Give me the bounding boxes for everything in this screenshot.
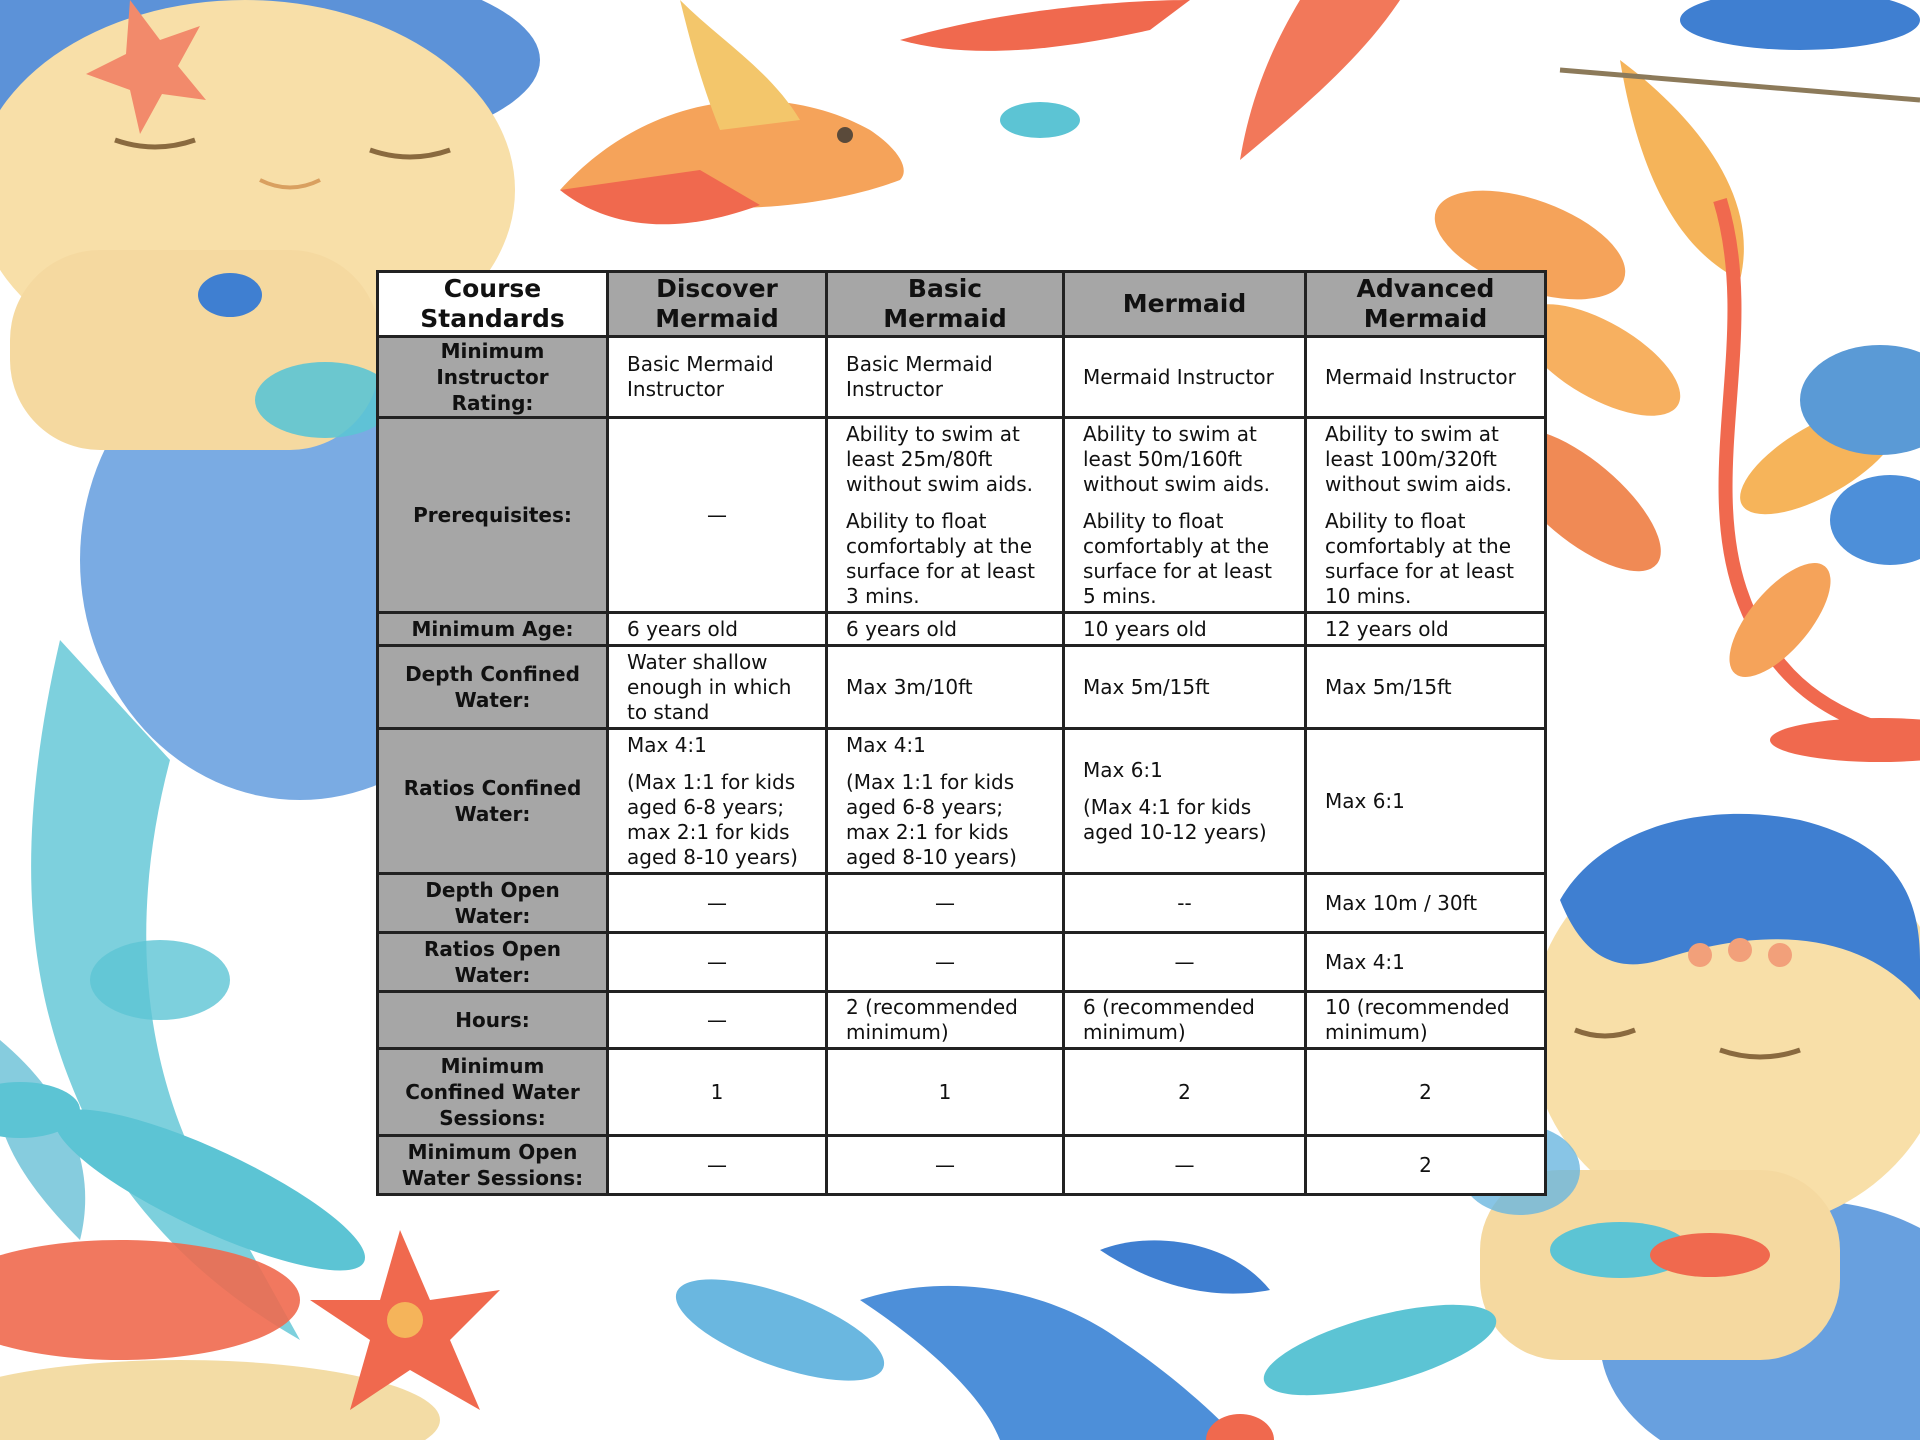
- table-row: [378, 1136, 1546, 1195]
- table-cell: [827, 337, 1064, 418]
- table-row: [378, 1049, 1546, 1136]
- table-cell: [827, 874, 1064, 933]
- cell-text: —: [707, 1152, 727, 1177]
- cell-text: 6 (recommended minimum): [1083, 995, 1255, 1044]
- cell-text: 2: [1419, 1079, 1432, 1104]
- table-cell: [608, 992, 827, 1049]
- row-label: Minimum Instructor Rating:: [378, 337, 608, 418]
- row-label: Depth Open Water:: [378, 874, 608, 933]
- cell-text: —: [935, 890, 955, 915]
- table-cell: [827, 992, 1064, 1049]
- row-label: Minimum Open Water Sessions:: [378, 1136, 608, 1195]
- fish-icon: [560, 0, 904, 224]
- table-cell: [1064, 992, 1306, 1049]
- table-row: [378, 874, 1546, 933]
- table-cell: [1064, 337, 1306, 418]
- table-cell: [1064, 933, 1306, 992]
- table-cell: [1064, 646, 1306, 729]
- cell-text: —: [707, 1007, 727, 1032]
- cell-text: Basic Mermaid Instructor: [627, 352, 774, 401]
- cell-text: 10 (recommended minimum): [1325, 995, 1510, 1044]
- table-cell: [827, 613, 1064, 646]
- table-cell: [1306, 646, 1546, 729]
- cell-text: —: [935, 1152, 955, 1177]
- table-cell: [608, 874, 827, 933]
- cell-text: Max 5m/15ft: [1325, 674, 1452, 699]
- cell-text: Ability to float comfortably at the surface for at least 10 mins.: [1325, 508, 1514, 608]
- cell-text: 2: [1419, 1152, 1432, 1177]
- table-cell: [608, 1049, 827, 1136]
- cell-text: Ability to float comfortably at the surface for at least 5 mins.: [1083, 508, 1272, 608]
- row-label: Ratios Confined Water:: [378, 729, 608, 874]
- cell-text: Mermaid Instructor: [1325, 364, 1516, 389]
- table-cell: [1306, 874, 1546, 933]
- table-cell: [827, 418, 1064, 613]
- cell-text: (Max 1:1 for kids aged 6-8 years; max 2:1 for kids aged 8-10 years): [846, 769, 1017, 869]
- cell-text: —: [1174, 949, 1195, 974]
- table-row: [378, 646, 1546, 729]
- table-cell: [608, 646, 827, 729]
- row-label: Depth Confined Water:: [378, 646, 608, 729]
- table-cell: [608, 337, 827, 418]
- cell-text: —: [707, 890, 727, 915]
- cell-text: Max 5m/15ft: [1083, 674, 1210, 699]
- cell-text: 2: [1178, 1079, 1191, 1104]
- table-row: [378, 418, 1546, 613]
- cell-text: Ability to swim at least 25m/80ft without swim aids.: [846, 421, 1034, 496]
- header-course-standards: Course Standards: [378, 272, 608, 337]
- cell-text: Ability to float comfortably at the surface for at least 3 mins.: [846, 508, 1035, 608]
- table-cell: [827, 933, 1064, 992]
- table-cell: [1064, 418, 1306, 613]
- table-cell: [1306, 992, 1546, 1049]
- table-cell: [1064, 1049, 1306, 1136]
- cell-text: (Max 4:1 for kids aged 10-12 years): [1083, 794, 1267, 844]
- coral-icon: [900, 0, 1920, 280]
- table-cell: [827, 729, 1064, 874]
- cell-text: 1: [938, 1079, 952, 1104]
- cell-text: Ability to swim at least 100m/320ft without swim aids.: [1325, 421, 1513, 496]
- cell-text: --: [1177, 890, 1192, 915]
- cell-text: 10 years old: [1083, 616, 1207, 641]
- cell-text: —: [935, 949, 955, 974]
- table-cell: [1306, 418, 1546, 613]
- table-row: [378, 729, 1546, 874]
- course-standards-table: [376, 270, 1547, 1196]
- cell-text: Mermaid Instructor: [1083, 364, 1274, 389]
- cell-text: Max 4:1: [846, 732, 926, 757]
- cell-text: 2 (recommended minimum): [846, 995, 1018, 1044]
- table-row: [378, 933, 1546, 992]
- cell-text: —: [1174, 1152, 1195, 1177]
- cell-text: Max 10m / 30ft: [1325, 890, 1478, 915]
- cell-text: 6 years old: [627, 616, 738, 641]
- table-cell: [1306, 1049, 1546, 1136]
- cell-text: 12 years old: [1325, 616, 1449, 641]
- row-label: Minimum Confined Water Sessions:: [378, 1049, 608, 1136]
- cell-text: (Max 1:1 for kids aged 6-8 years; max 2:1 for kids aged 8-10 years): [627, 769, 798, 869]
- table-cell: [1064, 729, 1306, 874]
- table-cell: [1064, 874, 1306, 933]
- cell-text: Max 4:1: [1325, 949, 1405, 974]
- cell-text: 6 years old: [846, 616, 957, 641]
- table-cell: [1064, 613, 1306, 646]
- cell-text: —: [707, 949, 727, 974]
- cell-text: —: [707, 502, 727, 527]
- cell-text: Max 6:1: [1325, 788, 1405, 813]
- bubble-icon: [1000, 102, 1080, 138]
- table-cell: [827, 646, 1064, 729]
- cell-text: 1: [710, 1079, 724, 1104]
- table-row: [378, 613, 1546, 646]
- cell-text: Max 6:1: [1083, 757, 1163, 782]
- seaweed-icon: [664, 1240, 1504, 1440]
- table-cell: [1306, 933, 1546, 992]
- cell-text: Basic Mermaid Instructor: [846, 352, 993, 401]
- table-cell: [1306, 1136, 1546, 1195]
- header-basic-mermaid: Basic Mermaid: [827, 272, 1064, 337]
- row-label: Ratios Open Water:: [378, 933, 608, 992]
- table-cell: [1306, 729, 1546, 874]
- row-label: Hours:: [378, 992, 608, 1049]
- table-cell: [608, 1136, 827, 1195]
- table-row: [378, 992, 1546, 1049]
- row-label: Minimum Age:: [378, 613, 608, 646]
- table-cell: [1306, 337, 1546, 418]
- cell-text: Max 4:1: [627, 732, 707, 757]
- cell-text: Water shallow enough in which to stand: [627, 649, 792, 724]
- header-mermaid: Mermaid: [1064, 272, 1306, 337]
- cell-text: Max 3m/10ft: [846, 674, 973, 699]
- header-advanced-mermaid: Advanced Mermaid: [1306, 272, 1546, 337]
- table-header-row: [378, 272, 1546, 337]
- table-cell: [608, 418, 827, 613]
- row-label: Prerequisites:: [378, 418, 608, 613]
- table-cell: [608, 933, 827, 992]
- table-cell: [827, 1136, 1064, 1195]
- header-discover-mermaid: Discover Mermaid: [608, 272, 827, 337]
- table-cell: [827, 1049, 1064, 1136]
- table-cell: [1306, 613, 1546, 646]
- table-cell: [608, 729, 827, 874]
- cell-text: Ability to swim at least 50m/160ft without swim aids.: [1083, 421, 1271, 496]
- table-cell: [608, 613, 827, 646]
- table-row: [378, 337, 1546, 418]
- table-cell: [1064, 1136, 1306, 1195]
